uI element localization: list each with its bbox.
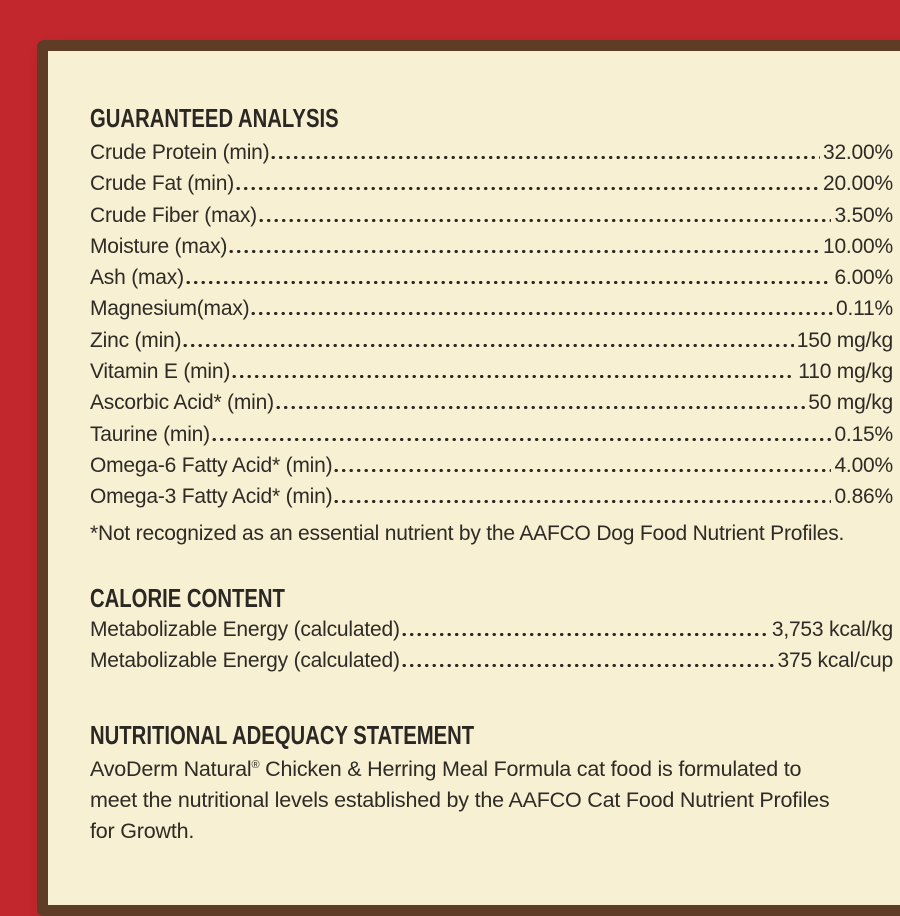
brand-name: AvoDerm Natural bbox=[90, 757, 252, 782]
nutrient-label: Ash (max) bbox=[90, 266, 184, 290]
dot-leader bbox=[334, 469, 831, 472]
calorie-content-section bbox=[90, 583, 893, 681]
nutrient-label: Zinc (min) bbox=[90, 328, 182, 352]
calorie-value: 375 kcal/cup bbox=[777, 648, 893, 672]
nutrient-value: 110 mg/kg bbox=[798, 360, 893, 384]
calorie-value: 3,753 kcal/kg bbox=[771, 617, 893, 641]
analysis-row-crude-protein bbox=[90, 141, 893, 172]
nutrient-label: Omega-6 Fatty Acid* (min) bbox=[90, 453, 333, 477]
nutrient-value: 0.11% bbox=[836, 297, 893, 321]
nutrient-label: Crude Protein (min) bbox=[90, 141, 270, 164]
nutrition-label-panel bbox=[37, 40, 900, 916]
nutrient-value: 50 mg/kg bbox=[808, 391, 893, 415]
analysis-row-moisture bbox=[90, 235, 893, 266]
nutritional-adequacy-section-header bbox=[90, 720, 893, 751]
nutrient-value: 0.86% bbox=[834, 485, 893, 509]
analysis-row-crude-fat bbox=[90, 172, 893, 203]
nutrient-label: Vitamin E (min) bbox=[90, 360, 231, 384]
dot-leader bbox=[334, 500, 831, 503]
analysis-row-omega-6 bbox=[90, 454, 893, 485]
dot-leader bbox=[402, 633, 769, 636]
dot-leader bbox=[259, 219, 831, 222]
nutrient-label: Moisture (max) bbox=[90, 234, 228, 258]
analysis-row-magnesium bbox=[90, 297, 893, 328]
calorie-label: Metabolizable Energy (calculated) bbox=[90, 648, 400, 672]
calorie-label: Metabolizable Energy (calculated) bbox=[90, 617, 400, 641]
dot-leader bbox=[232, 375, 795, 378]
calorie-row-kcal-per-cup bbox=[90, 649, 893, 680]
nutrient-label: Ascorbic Acid* (min) bbox=[90, 391, 274, 415]
guaranteed-analysis-title: GUARANTEED ANALYSIS bbox=[90, 103, 339, 133]
nutrient-value: 6.00% bbox=[834, 266, 893, 290]
dot-leader bbox=[229, 250, 820, 253]
adequacy-statement bbox=[90, 754, 835, 847]
nutrient-label: Crude Fiber (max) bbox=[90, 203, 257, 227]
nutrient-value: 32.00% bbox=[822, 141, 893, 164]
analysis-row-omega-3 bbox=[90, 485, 893, 516]
adequacy-statement-text: Chicken & Herring Meal Formula cat food is formulated to meet the nutritional levels established by the AAFCO Cat Food Nutrient Profiles for Growth. bbox=[90, 757, 830, 844]
aafco-footnote: *Not recognized as an essential nutrient by the AAFCO Dog Food Nutrient Profiles. bbox=[90, 521, 845, 545]
dot-leader bbox=[271, 156, 820, 159]
dot-leader bbox=[212, 438, 832, 441]
nutrient-label: Crude Fat (min) bbox=[90, 172, 235, 196]
dot-leader bbox=[183, 344, 793, 347]
analysis-row-ascorbic-acid bbox=[90, 391, 893, 422]
analysis-row-crude-fiber bbox=[90, 204, 893, 235]
registered-trademark-symbol: ® bbox=[251, 759, 260, 771]
dot-leader bbox=[251, 312, 833, 315]
analysis-row-ash bbox=[90, 266, 893, 297]
nutrient-label: Magnesium(max) bbox=[90, 297, 250, 321]
nutrient-label: Omega-3 Fatty Acid* (min) bbox=[90, 485, 333, 509]
dot-leader bbox=[236, 187, 820, 190]
dot-leader bbox=[402, 664, 775, 667]
nutrient-value: 10.00% bbox=[822, 234, 893, 258]
analysis-row-taurine bbox=[90, 423, 893, 454]
nutrient-value: 20.00% bbox=[822, 172, 893, 196]
nutrient-label: Taurine (min) bbox=[90, 422, 210, 446]
nutritional-adequacy-title: NUTRITIONAL ADEQUACY STATEMENT bbox=[90, 720, 475, 751]
guaranteed-analysis-section-header bbox=[90, 103, 893, 134]
calorie-row-kcal-per-kg bbox=[90, 618, 893, 649]
calorie-content-title: CALORIE CONTENT bbox=[90, 582, 285, 613]
analysis-row-vitamin-e bbox=[90, 360, 893, 391]
nutrient-value: 3.50% bbox=[834, 203, 893, 227]
nutrient-value: 150 mg/kg bbox=[796, 328, 893, 352]
analysis-row-zinc bbox=[90, 329, 893, 360]
calorie-content-section-header bbox=[90, 583, 893, 614]
nutritional-adequacy-section bbox=[90, 720, 893, 847]
nutrient-value: 4.00% bbox=[834, 453, 893, 477]
guaranteed-analysis-table bbox=[90, 141, 893, 517]
dot-leader bbox=[276, 406, 805, 409]
nutrient-value: 0.15% bbox=[834, 422, 893, 446]
dot-leader bbox=[186, 281, 832, 284]
